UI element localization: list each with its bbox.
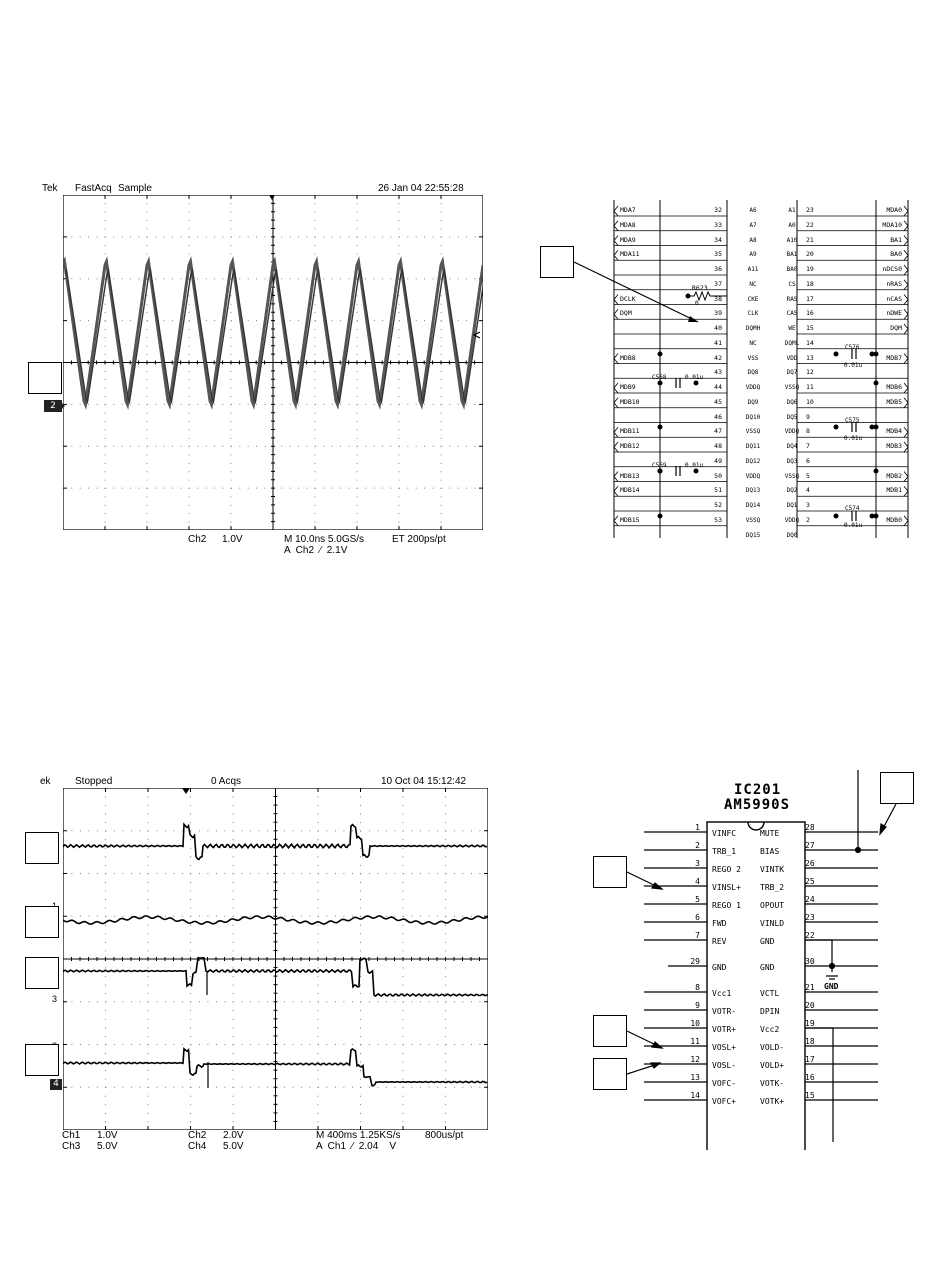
sdram-right-func-8: WE: [788, 325, 796, 332]
scope2-ch1: Ch1: [62, 1130, 81, 1141]
sdram-left-net-1: MDA8: [620, 220, 636, 229]
sdram-right-net-7: nDWE: [886, 309, 902, 318]
sdram-c576: C576: [845, 344, 860, 351]
sdram-right-func-13: DQ6: [786, 398, 798, 406]
sdram-right-func-10: VDD: [786, 354, 798, 362]
sdram-left-func-7: CLK: [747, 310, 759, 318]
sdram-c575: C575: [845, 417, 860, 424]
sdram-left-func-17: DQ12: [745, 457, 761, 465]
ic201-right-pin-15: 15: [805, 1091, 815, 1100]
callout-ic201-left: [593, 856, 627, 888]
sdram-right-pin-6: 17: [806, 294, 814, 303]
sdram-left-func-6: CKE: [747, 295, 759, 303]
sdram-left-pin-4: 36: [714, 265, 722, 273]
scope2-brand: ek: [40, 776, 51, 787]
sdram-c576-val: 0.01u: [844, 362, 863, 369]
sdram-right-pin-17: 6: [806, 456, 810, 465]
ic201-right-pin-24: 24: [805, 895, 815, 904]
ic201-left-func-6: REV: [712, 937, 727, 946]
sdram-right-pin-12: 11: [806, 383, 814, 391]
ic201-gnd-label: GND: [824, 982, 839, 991]
ic201-right-pin-18: 18: [805, 1037, 815, 1046]
sdram-right-func-12: VSSQ: [784, 384, 800, 391]
sdram-left-func-18: VDDQ: [745, 472, 761, 480]
sdram-left-func-0: A6: [749, 207, 757, 214]
sdram-right-net-2: BA1: [890, 235, 902, 244]
callout-ic201-top: [880, 772, 914, 804]
sdram-left-pin-2: 34: [714, 235, 722, 244]
scope2-ch2: Ch2: [188, 1130, 207, 1141]
ic201-left-func-7: GND: [712, 963, 727, 972]
sdram-right-pin-9: 14: [806, 338, 814, 347]
ic201-right-pin-25: 25: [805, 877, 815, 886]
ic201-right-pin-16: 16: [805, 1073, 815, 1082]
ic201-left-pin-2: 2: [695, 841, 700, 850]
sdram-right-pin-15: 8: [806, 427, 810, 436]
sdram-right-pin-4: 19: [806, 265, 814, 273]
sdram-right-func-9: DQML: [784, 339, 800, 347]
callout-scope2-a: [25, 832, 59, 864]
sdram-left-func-11: DQ8: [747, 369, 759, 377]
ic201-left-func-10: VOTR+: [712, 1025, 737, 1034]
sdram-left-func-14: DQ10: [745, 413, 761, 421]
sdram-c574-val: 0.01u: [844, 522, 863, 529]
scope1-mode: FastAcq: [75, 183, 112, 194]
ic201-right-func-2: VINTK: [760, 865, 785, 874]
ic201-right-func-13: VOTK-: [760, 1079, 785, 1088]
ic201-left-func-1: TRB_1: [712, 847, 737, 856]
sdram-right-pin-14: 9: [806, 412, 810, 421]
sdram-right-func-6: RAS: [786, 295, 798, 303]
sdram-left-func-3: A9: [749, 251, 757, 259]
scope1-datetime: 26 Jan 04 22:55:28: [378, 183, 464, 194]
sdram-right-func-16: DQ4: [786, 443, 798, 450]
sdram-right-pin-2: 21: [806, 235, 814, 244]
sdram-right-net-19: MDB1: [886, 486, 902, 495]
scope2-ch4-v: 5.0V: [223, 1141, 244, 1152]
callout-ic201-mid: [593, 1015, 627, 1047]
sdram-c569-val: 0.01u: [685, 462, 704, 469]
sdram-right-net-0: MDA0: [886, 206, 902, 214]
ic201-left-func-0: VINFC: [712, 829, 737, 838]
ic201-left-pin-29: 29: [690, 957, 700, 966]
sdram-left-func-15: VSSQ: [745, 428, 761, 436]
scope1-readout-volts: 1.0V: [222, 534, 243, 545]
sdram-right-net-13: MDB5: [886, 397, 902, 406]
scope2-ch4: Ch4: [188, 1141, 207, 1152]
sdram-left-pin-5: 37: [714, 279, 722, 288]
ic201-left-pin-7: 7: [695, 931, 700, 940]
sdram-c569: C569: [652, 462, 667, 469]
sdram-right-net-4: nDCS0: [882, 265, 902, 273]
sdram-left-net-0: MDA7: [620, 206, 636, 214]
sdram-right-net-10: MDB7: [886, 353, 902, 362]
sdram-left-pin-12: 44: [714, 383, 722, 391]
ic201-left-func-2: REGO 2: [712, 865, 741, 874]
sdram-left-pin-9: 41: [714, 338, 722, 347]
ic201-left-pin-5: 5: [695, 895, 700, 904]
sdram-right-func-18: VSSQ: [784, 472, 800, 480]
sdram-left-func-8: DQMH: [745, 325, 761, 332]
ic201-right-func-1: BIAS: [760, 847, 780, 856]
sdram-left-func-1: A7: [749, 221, 757, 229]
sdram-right-net-21: MDB0: [886, 515, 902, 524]
sdram-left-func-9: NC: [749, 339, 757, 347]
ic201-right-func-4: OPOUT: [760, 901, 785, 910]
scope2-timebase: M 400ms 1.25KS/s: [316, 1130, 401, 1141]
sdram-left-net-3: MDA11: [620, 250, 640, 259]
ic201-left-func-8: Vcc1: [712, 989, 732, 998]
ic201-left-pin-1: 1: [695, 823, 700, 832]
sdram-right-net-1: MDA10: [882, 220, 902, 229]
sdram-left-pin-13: 45: [714, 397, 722, 406]
callout-ic201-bot: [593, 1058, 627, 1090]
scope2-ch2-v: 2.0V: [223, 1130, 244, 1141]
ic201-right-func-11: VOLD-: [760, 1043, 785, 1052]
scope2-trigger-marker: [182, 788, 190, 794]
scope2-acqs: 0 Acqs: [211, 776, 242, 787]
sdram-left-pin-15: 47: [714, 427, 722, 436]
sdram-left-net-7: DQM: [620, 309, 632, 318]
sdram-right-func-14: DQ5: [786, 413, 798, 421]
scope1-trigger: A Ch2 ∕ 2.1V: [284, 545, 348, 556]
sdram-left-pin-11: 43: [714, 368, 722, 377]
ic201-right-pin-20: 20: [805, 1001, 815, 1010]
ic201-right-pin-21: 21: [805, 983, 815, 992]
sdram-left-func-2: A8: [749, 236, 757, 244]
sdram-schematic-lines: [614, 200, 908, 538]
sdram-left-func-5: NC: [749, 280, 757, 288]
sdram-left-pin-10: 42: [714, 353, 722, 362]
scope1-readout-ch: Ch2: [188, 534, 207, 545]
sdram-r623: R623: [692, 284, 708, 292]
ic201-part: AM5990S: [724, 797, 791, 813]
ic201-left-pin-6: 6: [695, 913, 700, 922]
sdram-right-func-7: CAS: [786, 310, 798, 318]
sdram-left-pin-1: 33: [714, 220, 722, 229]
scope1-acq: Sample: [118, 183, 152, 194]
scope2-screen: [40, 776, 490, 1156]
sdram-left-pin-19: 51: [714, 486, 722, 495]
callout-scope2-b: [25, 906, 59, 938]
sdram-right-pin-1: 22: [806, 220, 814, 229]
sdram-left-net-12: MDB9: [620, 383, 636, 391]
sdram-right-net-3: BA0: [890, 250, 902, 259]
sdram-right-net-18: MDB2: [886, 471, 902, 480]
scope2-ch3-v: 5.0V: [97, 1141, 118, 1152]
sdram-left-net-15: MDB11: [620, 427, 640, 436]
sdram-right-func-19: DQ2: [786, 487, 798, 495]
sdram-right-func-22: DQ0: [786, 531, 798, 539]
sdram-right-pin-8: 15: [806, 324, 814, 332]
ic201-left-func-12: VOSL-: [712, 1061, 737, 1070]
sdram-left-pin-3: 35: [714, 250, 722, 259]
sdram-left-net-18: MDB13: [620, 471, 640, 480]
ic201-left-func-4: REGO 1: [712, 901, 741, 910]
sdram-right-pin-7: 16: [806, 309, 814, 318]
scope1-ch2-marker-label: 2: [50, 401, 56, 411]
ic201-right-pin-22: 22: [805, 931, 815, 940]
ic201-left-pin-12: 12: [690, 1055, 700, 1064]
sdram-left-pin-0: 32: [714, 206, 722, 214]
sdram-right-func-4: BA0: [786, 266, 798, 273]
sdram-left-net-13: MDB10: [620, 397, 640, 406]
scope2-trigger: A Ch1 ∕ 2.04 V: [316, 1141, 397, 1152]
ic201-left-func-13: VOFC-: [712, 1079, 737, 1088]
sdram-right-pin-13: 10: [806, 397, 814, 406]
scope2-datetime: 10 Oct 04 15:12:42: [381, 776, 467, 787]
ic201-left-func-3: VINSL+: [712, 883, 741, 892]
ic201-left-pin-9: 9: [695, 1001, 700, 1010]
sdram-right-pin-3: 20: [806, 250, 814, 259]
ic201-right-func-3: TRB_2: [760, 883, 785, 892]
sdram-right-pin-0: 23: [806, 206, 814, 214]
ic201-right-pin-30: 30: [805, 957, 815, 966]
sdram-right-pin-16: 7: [806, 442, 810, 450]
sdram-right-pin-18: 5: [806, 471, 810, 480]
sdram-right-func-0: A1: [788, 207, 796, 214]
ic201-right-pin-23: 23: [805, 913, 815, 922]
sdram-callout-leader: [574, 262, 698, 322]
ic201-left-func-14: VOFC+: [712, 1097, 737, 1106]
sdram-c574: C574: [845, 505, 860, 512]
sdram-r623-val: 0: [695, 300, 699, 307]
sdram-left-pin-16: 48: [714, 442, 722, 450]
ic201-schematic: [600, 760, 930, 1150]
ic201-right-pin-28: 28: [805, 823, 815, 832]
sdram-right-net-16: MDB3: [886, 442, 902, 450]
ic201-left-pin-11: 11: [690, 1037, 700, 1046]
ic201-right-pin-27: 27: [805, 841, 815, 850]
sdram-right-net-12: MDB6: [886, 383, 902, 391]
ic201-right-func-5: VINLD: [760, 919, 785, 928]
sdram-left-pin-6: 38: [714, 294, 722, 303]
ic201-right-func-9: DPIN: [760, 1007, 780, 1016]
sdram-right-func-21: VDDQ: [784, 516, 800, 524]
ic201-left-func-5: FWD: [712, 919, 727, 928]
sdram-right-pin-11: 12: [806, 368, 814, 377]
sdram-right-net-5: nRAS: [886, 279, 902, 288]
sdram-left-net-16: MDB12: [620, 442, 640, 450]
ic201-right-func-14: VOTK+: [760, 1097, 785, 1106]
ic201-left-pin-8: 8: [695, 983, 700, 992]
ic201-left-pin-10: 10: [690, 1019, 700, 1028]
sdram-left-pin-18: 50: [714, 471, 722, 480]
ic201-left-pin-14: 14: [690, 1091, 700, 1100]
scope2-mode: Stopped: [75, 776, 113, 787]
sdram-right-func-20: DQ1: [786, 502, 798, 509]
sdram-left-func-12: VDDQ: [745, 384, 761, 391]
sdram-right-func-2: A10: [786, 236, 798, 244]
sdram-right-pin-20: 3: [806, 501, 810, 509]
callout-scope2-d: [25, 1044, 59, 1076]
scope1-brand: Tek: [42, 183, 58, 194]
sdram-left-net-10: MDB8: [620, 353, 636, 362]
ic201-right-func-10: Vcc2: [760, 1025, 780, 1034]
ic201-left-func-11: VOSL+: [712, 1043, 737, 1052]
sdram-left-pin-7: 39: [714, 309, 722, 318]
scope2-grid: [63, 788, 488, 1130]
sdram-right-func-5: CS: [788, 280, 796, 288]
ic201-left-pin-13: 13: [690, 1073, 700, 1082]
ic201-right-pin-19: 19: [805, 1019, 815, 1028]
scope2-marker-4: 4: [53, 1079, 59, 1089]
sdram-c568: C568: [652, 374, 667, 381]
scope1-timebase: M 10.0ns 5.0GS/s: [284, 534, 365, 545]
sdram-left-pin-17: 49: [714, 456, 722, 465]
sdram-left-func-16: DQ11: [745, 443, 761, 450]
callout-scope2-c: [25, 957, 59, 989]
ic201-left-pin-4: 4: [695, 877, 700, 886]
sdram-left-func-10: VSS: [747, 354, 759, 362]
ic201-lines: [627, 770, 896, 1150]
scope2-marker-3: 3: [52, 994, 58, 1004]
sdram-left-net-19: MDB14: [620, 486, 640, 495]
ic201-right-func-6: GND: [760, 937, 775, 946]
sdram-left-func-20: DQ14: [745, 502, 761, 509]
sdram-right-net-6: nCAS: [886, 294, 902, 303]
sdram-left-pin-20: 52: [714, 501, 722, 509]
sdram-left-func-19: DQ13: [745, 487, 761, 495]
sdram-right-net-8: DQM: [890, 324, 902, 332]
sdram-left-func-21: VSSQ: [745, 516, 761, 524]
ic201-ref: IC201: [734, 782, 782, 798]
ic201-right-func-7: GND: [760, 963, 775, 972]
ic201-right-func-12: VOLD+: [760, 1061, 785, 1070]
scope1-et: ET 200ps/pt: [392, 534, 446, 545]
sdram-left-pin-8: 40: [714, 324, 722, 332]
scope2-ch1-v: 1.0V: [97, 1130, 118, 1141]
sdram-left-pin-14: 46: [714, 412, 722, 421]
scope2-ch3: Ch3: [62, 1141, 81, 1152]
ic201-right-pin-17: 17: [805, 1055, 815, 1064]
sdram-left-func-13: DQ9: [747, 398, 759, 406]
sdram-right-func-1: A0: [788, 221, 796, 229]
ic201-right-func-8: VCTL: [760, 989, 780, 998]
sdram-right-func-3: BA1: [786, 251, 798, 259]
sdram-right-pin-19: 4: [806, 486, 810, 495]
ic201-right-func-0: MUTE: [760, 829, 780, 838]
sdram-right-pin-21: 2: [806, 515, 810, 524]
sdram-left-func-4: A11: [747, 266, 759, 273]
sdram-right-pin-5: 18: [806, 279, 814, 288]
sdram-left-pin-21: 53: [714, 515, 722, 524]
sdram-left-net-2: MDA9: [620, 235, 636, 244]
scope2-ptrate: 800us/pt: [425, 1130, 464, 1141]
sdram-left-net-6: DCLK: [620, 294, 636, 303]
sdram-right-func-11: DQ7: [786, 369, 798, 377]
scope2-graticule: [63, 788, 488, 1130]
sdram-c568-val: 0.01u: [685, 374, 704, 381]
ic201-left-pin-3: 3: [695, 859, 700, 868]
sdram-left-net-21: MDB15: [620, 515, 640, 524]
sdram-c575-val: 0.01u: [844, 435, 863, 442]
ic201-right-pin-26: 26: [805, 859, 815, 868]
ic201-left-func-9: VOTR-: [712, 1007, 737, 1016]
scope2-marker-4-box: [50, 1079, 62, 1090]
sdram-right-func-15: VDDQ: [784, 428, 800, 436]
sdram-right-pin-10: 13: [806, 353, 814, 362]
sdram-right-net-15: MDB4: [886, 427, 902, 436]
sdram-left-func-22: DQ15: [745, 531, 761, 539]
sdram-right-func-17: DQ3: [786, 457, 798, 465]
